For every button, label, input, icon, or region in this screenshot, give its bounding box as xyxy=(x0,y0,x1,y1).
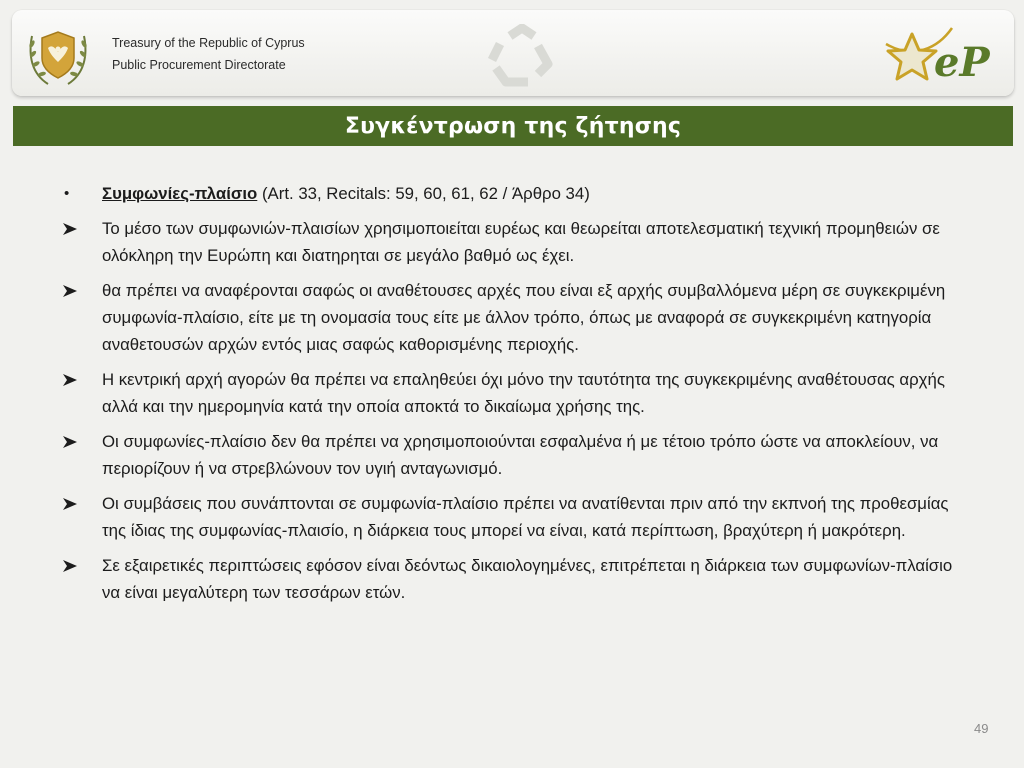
bullet-dot: • xyxy=(64,185,70,202)
content-body xyxy=(60,180,970,614)
list-item-text: Οι συμφωνίες-πλαίσιο δεν θα πρέπει να χρησιμοποιούνται εσφαλμένα ή με τέτοιο τρόπο ώστε να αποκλείουν, να περιορίζουν ή να στρεβλώνουν τον υγιή ανταγωνισμό. xyxy=(102,432,939,478)
arrow-bullet-icon xyxy=(62,435,78,449)
ep-logo xyxy=(878,20,1004,90)
list-item-text: Η κεντρική αρχή αγορών θα πρέπει να επαληθεύει όχι μόνο την ταυτότητα της συγκεκριμένης αναθέτουσας αρχής αλλά και την ημερομηνία κατά την οποία αποκτά το δικαίωμα χρήσης της. xyxy=(102,370,945,416)
title-bar xyxy=(13,106,1013,146)
cyprus-coat-of-arms-icon xyxy=(26,18,90,90)
page-title: Συγκέντρωση της ζήτησης xyxy=(344,113,682,139)
intro-reference: (Art. 33, Recitals: 59, 60, 61, 62 / Άρθρο 34) xyxy=(257,184,590,203)
arrow-bullet-icon xyxy=(62,373,78,387)
org-line-2: Public Procurement Directorate xyxy=(112,58,286,72)
list-item xyxy=(60,428,970,482)
arrow-bullet-icon xyxy=(62,222,78,236)
arrow-bullet-icon xyxy=(62,284,78,298)
intro-term: Συμφωνίες-πλαίσιο xyxy=(102,184,258,203)
list-item xyxy=(60,552,970,606)
arrow-bullet-icon xyxy=(62,559,78,573)
recycle-watermark-icon xyxy=(480,24,564,88)
org-line-1: Treasury of the Republic of Cyprus xyxy=(112,36,305,50)
list-item xyxy=(60,366,970,420)
list-item-text: Το μέσο των συμφωνιών-πλαισίων χρησιμοποιείται ευρέως και θεωρείται αποτελεσματική τεχνική προμηθειών σε ολόκληρη την Ευρώπη και διατηρηται σε μεγάλο βαθμό ως έχει. xyxy=(102,219,940,265)
list-item-text: θα πρέπει να αναφέρονται σαφώς οι αναθέτουσες αρχές που είναι εξ αρχής συμβαλλόμενα μέρη σε συγκεκριμένη συμφωνία-πλαίσιο, είτε με τη ονομασία τους είτε με άλλον τρόπο, όπως με αναφορά σε συγκεκριμένη κατηγορία αναθετουσών αρχών εντός μιας σαφώς καθορισμένης περιοχής. xyxy=(102,281,946,354)
arrow-bullet-icon xyxy=(62,497,78,511)
ep-logo-text: eP xyxy=(934,39,990,86)
list-item xyxy=(60,490,970,544)
list-item-text: Οι συμβάσεις που συνάπτονται σε συμφωνία-πλαίσιο πρέπει να ανατίθενται πριν από την εκπνοή της προθεσμίας της ίδιας της συμφωνίας-πλαισίο, η διάρκεια τους μπορεί να είναι, κατά περίπτωση, βραχύτερη ή μακρότερη. xyxy=(102,494,949,540)
page-number: 49 xyxy=(974,721,989,736)
list-item-text: Σε εξαιρετικές περιπτώσεις εφόσον είναι δεόντως δικαιολογημένες, επιτρέπεται η διάρκεια των συμφωνίων-πλαίσιο να είναι μεγαλύτερη των τεσσάρων ετών. xyxy=(102,556,953,602)
list-item xyxy=(60,215,970,269)
organization-name xyxy=(112,32,305,76)
intro-item xyxy=(60,180,970,207)
list-item xyxy=(60,277,970,358)
header-banner xyxy=(12,10,1014,96)
